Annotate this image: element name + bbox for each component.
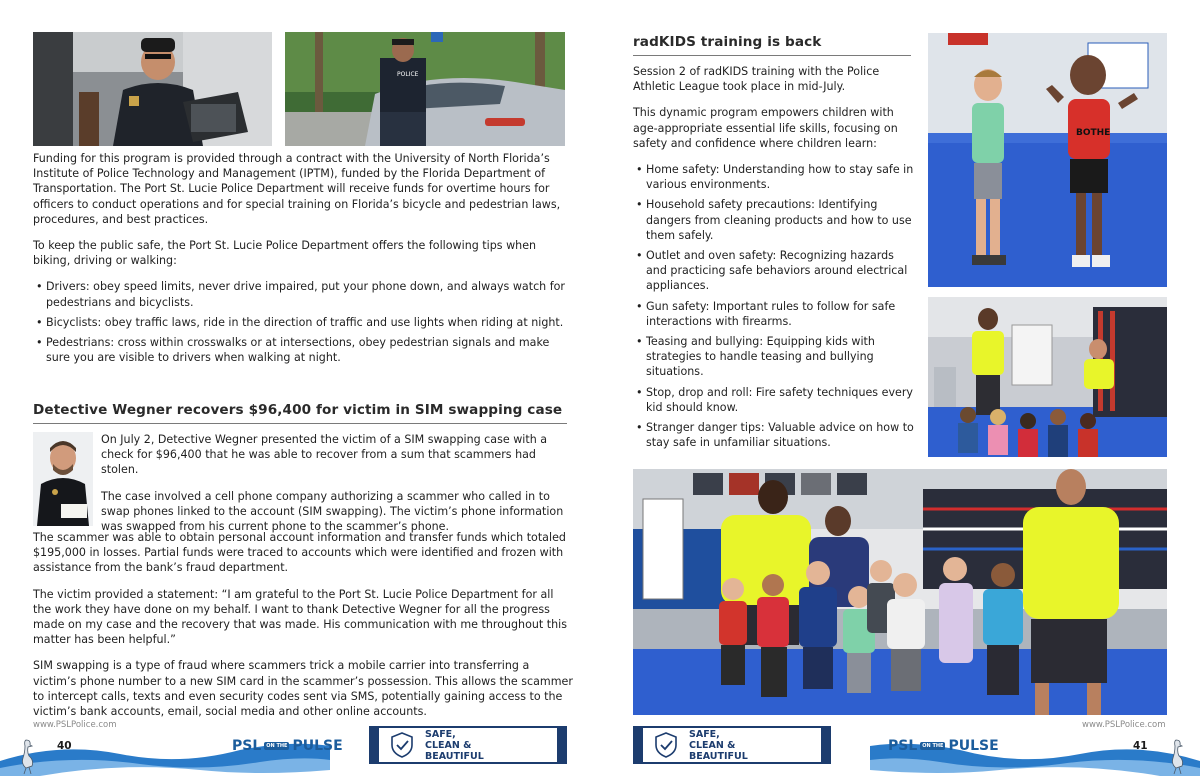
badge-line-3: BEAUTIFUL xyxy=(425,750,484,762)
footer-url-right[interactable]: www.PSLPolice.com xyxy=(1082,720,1166,730)
photo-two-boys xyxy=(928,33,1167,287)
brand-pulse: PULSE xyxy=(292,738,343,754)
tip-drivers: • Drivers: obey speed limits, never drive impaired, put your phone down, and always watch for pedestrians and bicyclists. xyxy=(33,279,573,309)
badge-line-1: SAFE, xyxy=(689,728,720,740)
photo-officer-at-car xyxy=(285,32,565,146)
article-paragraph-4: The victim provided a statement: “I am grateful to the Port St. Lucie Police Department for all the work they have done on my behalf. I want to thank Detective Wegner for all the progress made on my case and the recovery that was made. His communication with me throughout this matter has been helpful.” xyxy=(33,587,568,647)
radkids-intro-2: This dynamic program empowers children with age-appropriate essential life skills, focusing on safety and confidence where children learn: xyxy=(633,106,898,150)
psl-on-the-pulse-logo-left xyxy=(232,738,343,754)
badge-line-2: CLEAN & xyxy=(425,739,472,751)
radkids-title: radKIDS training is back xyxy=(633,34,911,56)
radkids-intro-1: Session 2 of radKIDS training with the Police Athletic League took place in mid-July. xyxy=(633,65,880,94)
article-title: Detective Wegner recovers $96,400 for victim in SIM swapping case xyxy=(33,402,567,424)
photo-officer-in-car xyxy=(33,32,272,146)
skill-stranger-danger: • Stranger danger tips: Valuable advice on how to stay safe in unfamiliar situations. xyxy=(633,420,915,450)
funding-section xyxy=(33,151,573,370)
tip-pedestrians: • Pedestrians: cross within crosswalks or at intersections, obey pedestrian signals and make sure you are visible to drivers when walking at night. xyxy=(33,335,573,365)
article-body xyxy=(33,530,573,730)
page-number-right: 41 xyxy=(1133,740,1148,752)
skill-home-safety: • Home safety: Understanding how to stay safe in various environments. xyxy=(633,162,915,192)
skills-list xyxy=(633,162,915,450)
photo-detective xyxy=(33,432,93,526)
article-paragraph-1: On July 2, Detective Wegner presented the victim of a SIM swapping case with a check for $96,400 that he was able to recover from a sum that scammers had stolen. xyxy=(101,433,548,477)
radkids-text xyxy=(633,64,915,455)
safe-clean-beautiful-badge-right xyxy=(633,726,831,764)
heron-icon xyxy=(1162,738,1190,774)
brand-on-the: ON THE xyxy=(922,743,944,749)
badge-line-3: BEAUTIFUL xyxy=(689,750,748,762)
svg-text:BOTHE: BOTHE xyxy=(1076,128,1111,138)
page-number-left: 40 xyxy=(57,740,72,752)
heron-icon xyxy=(12,738,40,774)
badge-words xyxy=(689,729,748,762)
psl-on-the-pulse-logo-right xyxy=(888,738,999,754)
skill-stop-drop-roll: • Stop, drop and roll: Fire safety techniques every kid should know. xyxy=(633,385,915,415)
shield-check-icon xyxy=(379,728,425,762)
badge-words xyxy=(425,729,484,762)
skill-teasing-bullying: • Teasing and bullying: Equipping kids with strategies to handle teasing and bullying situations. xyxy=(633,334,915,380)
safety-tips-list xyxy=(33,279,573,365)
skill-household-safety: • Household safety precautions: Identifying dangers from cleaning products and how to use them safely. xyxy=(633,197,915,243)
footer-url-left[interactable]: www.PSLPolice.com xyxy=(33,720,117,730)
article-paragraph-3: The scammer was able to obtain personal account information and transfer funds which totaled $195,000 in losses. Partial funds were traced to accounts which were identified and frozen with assistance from the bank’s fraud department. xyxy=(33,531,566,575)
brand-psl: PSL xyxy=(888,738,918,754)
funding-paragraph: Funding for this program is provided through a contract with the University of North Florida’s Institute of Police Technology and Management (IPTM), funded by the Florida Department of Transportation. The Port St. Lucie Police Department will receive funds for overtime hours for officers to conduct operations and for special training on Florida’s bicycle and pedestrian laws, procedures, and best practices. xyxy=(33,152,561,226)
brand-pulse: PULSE xyxy=(948,738,999,754)
skill-outlet-oven-safety: • Outlet and oven safety: Recognizing hazards and practicing safe behaviors around electrical appliances. xyxy=(633,248,915,294)
safe-clean-beautiful-badge-left xyxy=(369,726,567,764)
skill-gun-safety: • Gun safety: Important rules to follow for safe interactions with firearms. xyxy=(633,299,915,329)
photo-vest-text: POLICE xyxy=(397,71,419,78)
article-paragraph-5: SIM swapping is a type of fraud where scammers trick a mobile carrier into transferring a victim’s phone number to a new SIM card in the scammer’s possession. This allows the scammer to intercept calls, texts and even security codes sent via SMS, potentially gaining access to the victim’s bank accounts, email, social media and other online accounts. xyxy=(33,659,573,719)
article-wrap-text xyxy=(101,432,571,545)
badge-line-2: CLEAN & xyxy=(689,739,736,751)
shield-check-icon xyxy=(643,728,689,762)
photo-classroom xyxy=(928,297,1167,457)
tips-intro: To keep the public safe, the Port St. Lucie Police Department offers the following tips when biking, driving or walking: xyxy=(33,239,537,268)
badge-line-1: SAFE, xyxy=(425,728,456,740)
article-paragraph-2: The case involved a cell phone company authorizing a scammer who called in to swap phones linked to the account (SIM swapping). The victim’s phone information was swapped from his current phone to the scammer’s phone. xyxy=(101,489,564,534)
tip-bicyclists: • Bicyclists: obey traffic laws, ride in the direction of traffic and use lights when riding at night. xyxy=(33,315,573,330)
brand-psl: PSL xyxy=(232,738,262,754)
photo-group xyxy=(633,469,1167,715)
brand-on-the: ON THE xyxy=(266,743,288,749)
